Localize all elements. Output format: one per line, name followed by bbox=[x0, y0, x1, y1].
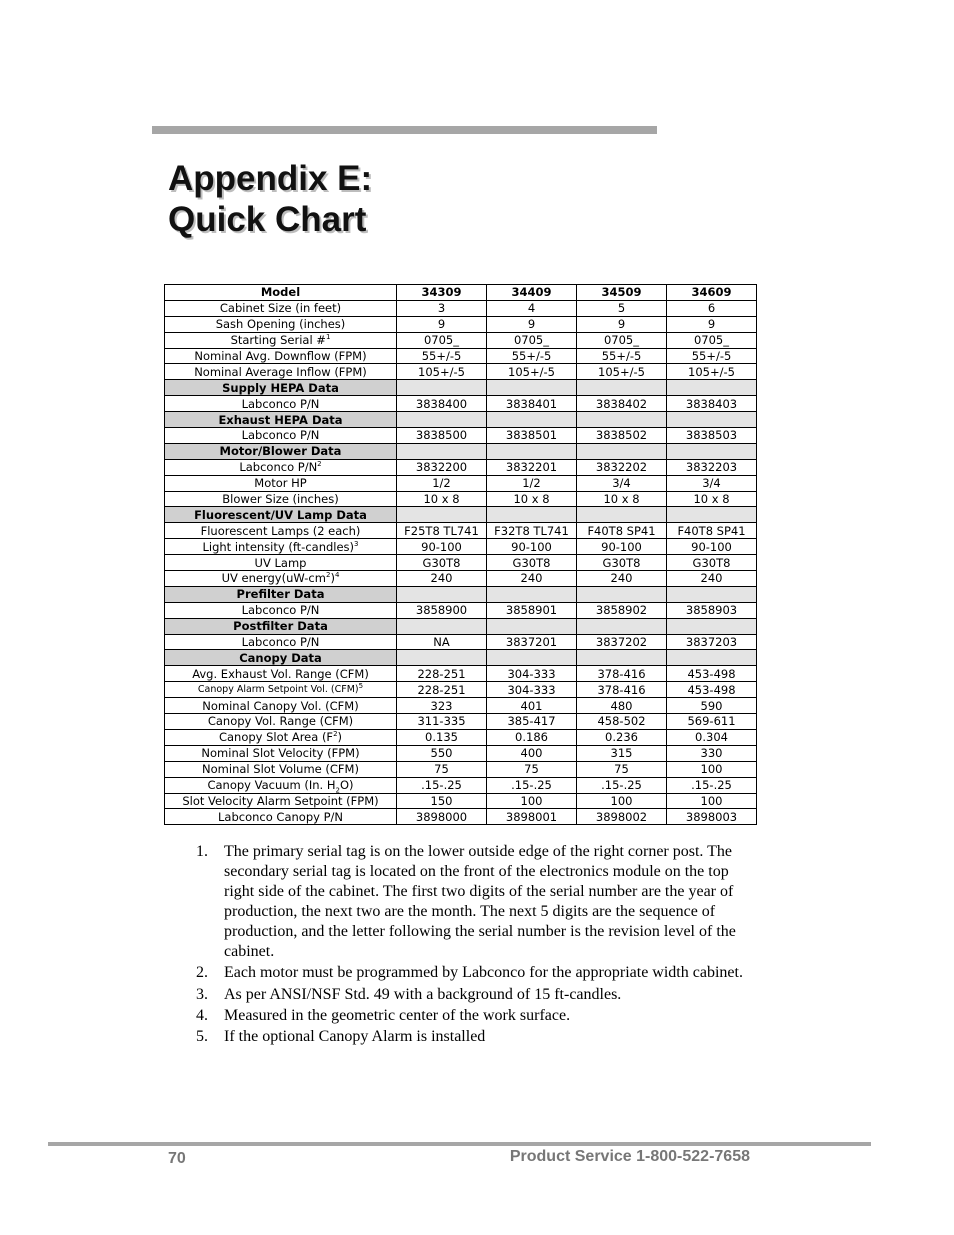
table-cell: 3838402 bbox=[577, 396, 667, 412]
table-cell: 0705_ bbox=[487, 332, 577, 348]
blank-cell bbox=[667, 650, 757, 666]
table-row bbox=[165, 539, 757, 555]
row-label: Labconco P/N bbox=[165, 634, 397, 650]
blank-cell bbox=[577, 618, 667, 634]
table-row bbox=[165, 634, 757, 650]
table-row bbox=[165, 714, 757, 730]
page-number: 70 bbox=[168, 1150, 186, 1167]
row-label-text: Light intensity (ft-candles) bbox=[202, 539, 355, 554]
header-cell: 34409 bbox=[487, 285, 577, 301]
table-row bbox=[165, 332, 757, 348]
table-cell: 315 bbox=[577, 745, 667, 761]
row-label-text: Canopy Alarm Setpoint Vol. (CFM) bbox=[197, 683, 359, 695]
table-cell: 55+/-5 bbox=[577, 348, 667, 364]
blank-cell bbox=[487, 586, 577, 602]
row-label-text: ) bbox=[330, 571, 335, 586]
table-row bbox=[165, 364, 757, 380]
table-cell: 10 x 8 bbox=[397, 491, 487, 507]
table-cell: 0705_ bbox=[397, 332, 487, 348]
section-title: Postfilter Data bbox=[165, 618, 397, 634]
header-cell: 34309 bbox=[397, 285, 487, 301]
table-cell: 378-416 bbox=[577, 682, 667, 698]
table-cell: 480 bbox=[577, 698, 667, 714]
footnote-number: 3. bbox=[196, 985, 208, 1003]
row-label: Cabinet Size (in feet) bbox=[165, 300, 397, 316]
blank-cell bbox=[397, 443, 487, 459]
table-cell: 569-611 bbox=[667, 714, 757, 730]
footer-contact: Product Service 1-800-522-7658 bbox=[509, 1148, 750, 1165]
blank-cell bbox=[577, 586, 667, 602]
footnote-ref: 4 bbox=[334, 571, 340, 580]
table-cell: 3832203 bbox=[667, 459, 757, 475]
table-cell: 9 bbox=[487, 316, 577, 332]
row-label: Nominal Canopy Vol. (CFM) bbox=[165, 698, 397, 714]
footer-rule bbox=[48, 1142, 871, 1146]
footnote-text: Measured in the geometric center of the work surface. bbox=[224, 1006, 571, 1024]
row-label: Nominal Average Inflow (FPM) bbox=[165, 364, 397, 380]
footnote-text: Each motor must be programmed by Labconco for the appropriate width cabinet. bbox=[224, 964, 743, 982]
table-cell: 100 bbox=[487, 793, 577, 809]
table-cell: 3838401 bbox=[487, 396, 577, 412]
table-row bbox=[165, 793, 757, 809]
row-label bbox=[165, 539, 397, 555]
row-label-text: UV energy(uW-cm bbox=[221, 571, 326, 586]
page-title-line-1: Appendix E: bbox=[168, 159, 373, 198]
table-cell: 3837202 bbox=[577, 634, 667, 650]
footnote-item bbox=[196, 963, 756, 983]
table-cell: 323 bbox=[397, 698, 487, 714]
table-row bbox=[165, 491, 757, 507]
table-cell: 55+/-5 bbox=[667, 348, 757, 364]
table-cell: 590 bbox=[667, 698, 757, 714]
table-cell: 378-416 bbox=[577, 666, 667, 682]
header-cell: 34609 bbox=[667, 285, 757, 301]
blank-cell bbox=[577, 650, 667, 666]
blank-cell bbox=[667, 507, 757, 523]
table-cell: 401 bbox=[487, 698, 577, 714]
table-cell: 3832201 bbox=[487, 459, 577, 475]
superscript: 2 bbox=[333, 730, 338, 739]
table-cell: 0.186 bbox=[487, 729, 577, 745]
table-cell: 1/2 bbox=[397, 475, 487, 491]
subscript: 2 bbox=[335, 786, 340, 793]
row-label: Nominal Slot Volume (CFM) bbox=[165, 761, 397, 777]
section-header-row bbox=[165, 586, 757, 602]
table-cell: 3858901 bbox=[487, 602, 577, 618]
section-header-row bbox=[165, 618, 757, 634]
blank-cell bbox=[397, 586, 487, 602]
table-cell: 9 bbox=[577, 316, 667, 332]
table-cell: G30T8 bbox=[667, 555, 757, 571]
table-row bbox=[165, 316, 757, 332]
table-cell: 90-100 bbox=[397, 539, 487, 555]
table-cell: 550 bbox=[397, 745, 487, 761]
table-cell: .15-.25 bbox=[667, 777, 757, 793]
table-cell: 4 bbox=[487, 300, 577, 316]
table-cell: 3838500 bbox=[397, 428, 487, 444]
table-cell: 105+/-5 bbox=[667, 364, 757, 380]
table-cell: 3838400 bbox=[397, 396, 487, 412]
section-title: Fluorescent/UV Lamp Data bbox=[165, 507, 397, 523]
table-row bbox=[165, 729, 757, 745]
blank-cell bbox=[487, 507, 577, 523]
table-cell: 3/4 bbox=[577, 475, 667, 491]
blank-cell bbox=[487, 650, 577, 666]
table-row bbox=[165, 809, 757, 825]
footnote-number: 5. bbox=[196, 1028, 208, 1046]
table-cell: 6 bbox=[667, 300, 757, 316]
table-cell: 240 bbox=[667, 571, 757, 587]
page-title-line-2: Quick Chart bbox=[168, 200, 367, 239]
table-cell: 10 x 8 bbox=[487, 491, 577, 507]
table-cell: .15-.25 bbox=[397, 777, 487, 793]
footnote-number: 1. bbox=[196, 843, 208, 860]
table-row bbox=[165, 761, 757, 777]
table-cell: 3898001 bbox=[487, 809, 577, 825]
blank-cell bbox=[397, 507, 487, 523]
blank-cell bbox=[397, 650, 487, 666]
table-row bbox=[165, 571, 757, 587]
table-cell: 3832200 bbox=[397, 459, 487, 475]
table-cell: G30T8 bbox=[487, 555, 577, 571]
row-label: UV Lamp bbox=[165, 555, 397, 571]
row-label-text: Canopy Slot Area (F bbox=[218, 730, 334, 745]
table-row bbox=[165, 475, 757, 491]
table-cell: 228-251 bbox=[397, 682, 487, 698]
table-cell: 75 bbox=[487, 761, 577, 777]
table-row bbox=[165, 555, 757, 571]
table-cell: 105+/-5 bbox=[487, 364, 577, 380]
table-row bbox=[165, 428, 757, 444]
table-cell: 0.304 bbox=[667, 729, 757, 745]
table-cell: 0.135 bbox=[397, 729, 487, 745]
row-label-text: Starting Serial # bbox=[230, 333, 326, 348]
row-label-text: Canopy Vacuum (In. H bbox=[207, 778, 336, 793]
table-cell: F40T8 SP41 bbox=[577, 523, 667, 539]
section-header-row bbox=[165, 412, 757, 428]
row-label bbox=[165, 332, 397, 348]
blank-cell bbox=[487, 412, 577, 428]
table-cell: 0705_ bbox=[577, 332, 667, 348]
table-cell: 3/4 bbox=[667, 475, 757, 491]
table-cell: F40T8 SP41 bbox=[667, 523, 757, 539]
table-header-row bbox=[165, 285, 757, 301]
section-title: Canopy Data bbox=[165, 650, 397, 666]
table-cell: 304-333 bbox=[487, 682, 577, 698]
row-label: Nominal Avg. Downflow (FPM) bbox=[165, 348, 397, 364]
row-label: Blower Size (inches) bbox=[165, 491, 397, 507]
table-row bbox=[165, 745, 757, 761]
table-cell: F32T8 TL741 bbox=[487, 523, 577, 539]
section-title: Prefilter Data bbox=[165, 586, 397, 602]
table-cell: 100 bbox=[667, 793, 757, 809]
table-cell: 90-100 bbox=[577, 539, 667, 555]
table-row bbox=[165, 459, 757, 475]
table-cell: 3858903 bbox=[667, 602, 757, 618]
table-cell: 385-417 bbox=[487, 714, 577, 730]
row-label-text: O) bbox=[340, 778, 354, 793]
table-cell: 3838503 bbox=[667, 428, 757, 444]
row-label bbox=[165, 459, 397, 475]
blank-cell bbox=[397, 380, 487, 396]
table-cell: 9 bbox=[667, 316, 757, 332]
blank-cell bbox=[397, 412, 487, 428]
blank-cell bbox=[667, 586, 757, 602]
footnote-ref: 1 bbox=[325, 333, 331, 342]
row-label bbox=[165, 571, 397, 587]
table-cell: 240 bbox=[397, 571, 487, 587]
row-label: Nominal Slot Velocity (FPM) bbox=[165, 745, 397, 761]
table-cell: 3837203 bbox=[667, 634, 757, 650]
table-row bbox=[165, 777, 757, 793]
table-row bbox=[165, 348, 757, 364]
header-rule bbox=[152, 126, 657, 134]
table-row bbox=[165, 682, 757, 698]
section-title: Exhaust HEPA Data bbox=[165, 412, 397, 428]
table-cell: 3898003 bbox=[667, 809, 757, 825]
table-cell: 100 bbox=[667, 761, 757, 777]
footnote-ref: 3 bbox=[354, 539, 359, 548]
section-header-row bbox=[165, 380, 757, 396]
table-cell: 240 bbox=[487, 571, 577, 587]
table-row bbox=[165, 300, 757, 316]
row-label bbox=[165, 729, 397, 745]
table-cell: 3 bbox=[397, 300, 487, 316]
row-label: Labconco P/N bbox=[165, 602, 397, 618]
table-cell: NA bbox=[397, 634, 487, 650]
blank-cell bbox=[487, 443, 577, 459]
table-cell: 3838403 bbox=[667, 396, 757, 412]
footnote-ref: 2 bbox=[317, 460, 322, 469]
table-cell: 240 bbox=[577, 571, 667, 587]
table-cell: 228-251 bbox=[397, 666, 487, 682]
blank-cell bbox=[577, 412, 667, 428]
blank-cell bbox=[577, 507, 667, 523]
table-cell: 105+/-5 bbox=[577, 364, 667, 380]
row-label: Slot Velocity Alarm Setpoint (FPM) bbox=[165, 793, 397, 809]
superscript: 2 bbox=[325, 571, 331, 580]
table-cell: 3838502 bbox=[577, 428, 667, 444]
blank-cell bbox=[577, 443, 667, 459]
blank-cell bbox=[667, 412, 757, 428]
row-label bbox=[165, 777, 397, 793]
footnote-text: If the optional Canopy Alarm is installed bbox=[224, 1028, 486, 1046]
table-cell: 330 bbox=[667, 745, 757, 761]
table-cell: G30T8 bbox=[577, 555, 667, 571]
blank-cell bbox=[487, 380, 577, 396]
blank-cell bbox=[577, 380, 667, 396]
table-cell: 304-333 bbox=[487, 666, 577, 682]
footnote-number: 4. bbox=[196, 1006, 208, 1024]
table-cell: 3858902 bbox=[577, 602, 667, 618]
header-cell: Model bbox=[165, 285, 397, 301]
row-label: Canopy Vol. Range (CFM) bbox=[165, 714, 397, 730]
table-cell: 0705_ bbox=[667, 332, 757, 348]
table-cell: 90-100 bbox=[487, 539, 577, 555]
table-cell: 10 x 8 bbox=[667, 491, 757, 507]
table-cell: .15-.25 bbox=[487, 777, 577, 793]
table-cell: 0.236 bbox=[577, 729, 667, 745]
table-cell: 100 bbox=[577, 793, 667, 809]
table-cell: .15-.25 bbox=[577, 777, 667, 793]
row-label bbox=[165, 682, 397, 698]
header-cell: 34509 bbox=[577, 285, 667, 301]
table-cell: 10 x 8 bbox=[577, 491, 667, 507]
table-cell: 55+/-5 bbox=[487, 348, 577, 364]
footnote-item bbox=[196, 1027, 756, 1047]
table-cell: 453-498 bbox=[667, 666, 757, 682]
footnote-text: As per ANSI/NSF Std. 49 with a background of 15 ft-candles. bbox=[224, 985, 622, 1003]
section-title: Motor/Blower Data bbox=[165, 443, 397, 459]
table-cell: 3837201 bbox=[487, 634, 577, 650]
blank-cell bbox=[667, 443, 757, 459]
table-cell: 3898000 bbox=[397, 809, 487, 825]
row-label-text: ) bbox=[337, 730, 343, 745]
section-title: Supply HEPA Data bbox=[165, 380, 397, 396]
table-cell: 75 bbox=[397, 761, 487, 777]
table-cell: 75 bbox=[577, 761, 667, 777]
table-cell: 105+/-5 bbox=[397, 364, 487, 380]
table-cell: 3858900 bbox=[397, 602, 487, 618]
table-row bbox=[165, 602, 757, 618]
blank-cell bbox=[667, 618, 757, 634]
table-row bbox=[165, 666, 757, 682]
table-cell: 5 bbox=[577, 300, 667, 316]
section-header-row bbox=[165, 443, 757, 459]
table-cell: 9 bbox=[397, 316, 487, 332]
table-cell: 90-100 bbox=[667, 539, 757, 555]
quick-chart-table bbox=[164, 284, 757, 825]
footnotes-list bbox=[196, 842, 756, 1048]
row-label: Labconco Canopy P/N bbox=[165, 809, 397, 825]
table-cell: 458-502 bbox=[577, 714, 667, 730]
footnote-item bbox=[196, 1006, 756, 1026]
table-cell: 311-335 bbox=[397, 714, 487, 730]
table-cell: 453-498 bbox=[667, 682, 757, 698]
footnote-number: 2. bbox=[196, 964, 208, 982]
table-cell: 3832202 bbox=[577, 459, 667, 475]
table-cell: 3838501 bbox=[487, 428, 577, 444]
table-row bbox=[165, 523, 757, 539]
table-cell: G30T8 bbox=[397, 555, 487, 571]
table-row bbox=[165, 698, 757, 714]
footnote-ref: 5 bbox=[358, 681, 364, 690]
row-label: Fluorescent Lamps (2 each) bbox=[165, 523, 397, 539]
row-label: Sash Opening (inches) bbox=[165, 316, 397, 332]
footnote-item bbox=[196, 842, 756, 962]
table-cell: F25T8 TL741 bbox=[397, 523, 487, 539]
blank-cell bbox=[487, 618, 577, 634]
footnote-text: The primary serial tag is on the lower outside edge of the right corner post. The secondary serial tag is located on the front of the electronics module on the top right side of the cabinet. The first two digits of the serial number are the year of production, the next two are the month. The next 5 digits are the sequence of production, and the letter following the serial number is the revision level of the cabinet. bbox=[224, 843, 736, 960]
section-header-row bbox=[165, 650, 757, 666]
row-label: Labconco P/N bbox=[165, 396, 397, 412]
table-cell: 3898002 bbox=[577, 809, 667, 825]
blank-cell bbox=[397, 618, 487, 634]
table-cell: 400 bbox=[487, 745, 577, 761]
row-label: Avg. Exhaust Vol. Range (CFM) bbox=[165, 666, 397, 682]
row-label: Motor HP bbox=[165, 475, 397, 491]
table-row bbox=[165, 396, 757, 412]
page-title bbox=[168, 158, 372, 240]
blank-cell bbox=[667, 380, 757, 396]
table-cell: 150 bbox=[397, 793, 487, 809]
table-cell: 55+/-5 bbox=[397, 348, 487, 364]
section-header-row bbox=[165, 507, 757, 523]
row-label: Labconco P/N bbox=[165, 428, 397, 444]
footnote-item bbox=[196, 985, 756, 1005]
row-label-text: Labconco P/N bbox=[239, 460, 318, 475]
table-cell: 1/2 bbox=[487, 475, 577, 491]
